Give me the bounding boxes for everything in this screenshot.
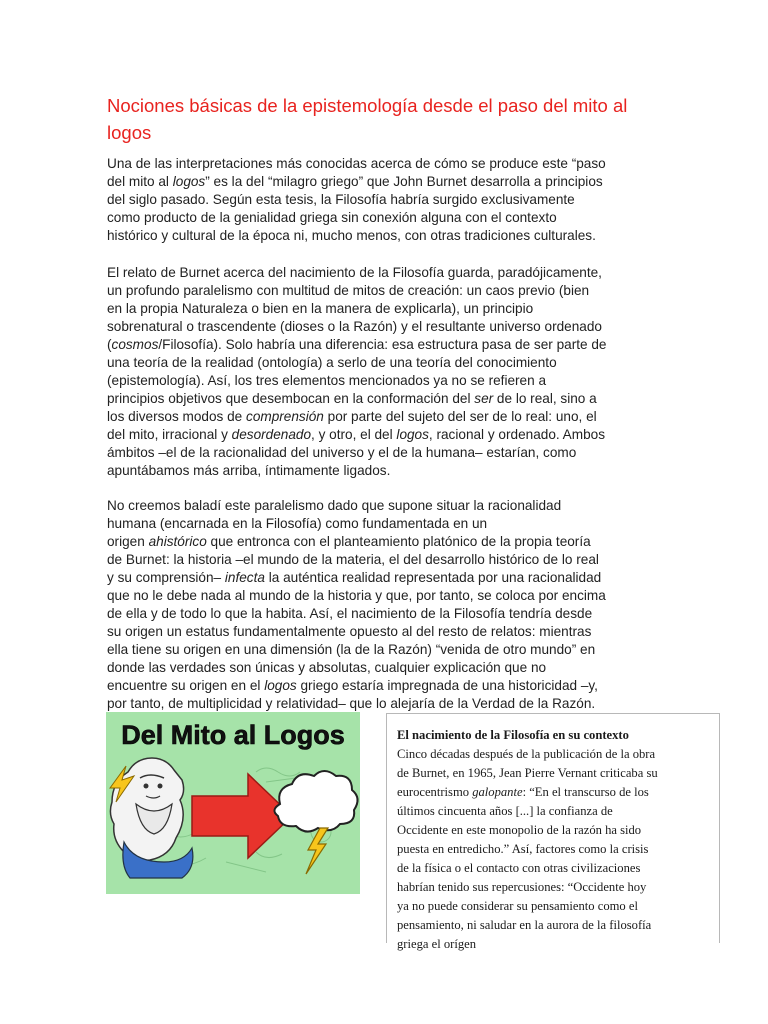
text-line: histórico y cultural de la época ni, mucho menos, con otras tradiciones culturales. bbox=[107, 228, 596, 243]
text-line: pensamiento, ni saludar en la aurora de la filosofía bbox=[397, 918, 652, 932]
paragraph-3 bbox=[107, 497, 667, 713]
text-line: (cosmos/Filosofía). Solo habría una diferencia: esa estructura pasa de ser parte de bbox=[107, 337, 607, 352]
text-line: los diversos modos de comprensión por parte del sujeto del ser de lo real: uno, el bbox=[107, 409, 597, 424]
mito-logos-illustration bbox=[106, 712, 360, 894]
text-line: ámbitos –el de la racionalidad del universo y el de la humana– estarían, como bbox=[107, 445, 577, 460]
text-line: un profundo paralelismo con multitud de mitos de creación: un caos previo (bien bbox=[107, 283, 590, 298]
illustration-heading: Del Mito al Logos bbox=[121, 720, 345, 750]
text-line: ella tiene su origen en una dimensión (la de la Razón) “venida de otro mundo” en bbox=[107, 642, 596, 657]
text-line: sobrenatural o trascendente (dioses o la Razón) y el resultante universo ordenado bbox=[107, 319, 602, 334]
text-line: origen ahistórico que entronca con el planteamiento platónico de la propia teoría bbox=[107, 534, 591, 549]
text-line: y su comprensión– infecta la auténtica realidad representada por una racionalidad bbox=[107, 570, 602, 585]
text-line: Cinco décadas después de la publicación de la obra bbox=[397, 747, 656, 761]
text-line: No creemos baladí este paralelismo dado que supone situar la racionalidad bbox=[107, 498, 562, 513]
text-line: de Burnet, en 1965, Jean Pierre Vernant criticaba su bbox=[397, 766, 658, 780]
text-line: de ella y de todo lo que la habita. Así, el nacimiento de la Filosofía tendría desde bbox=[107, 606, 593, 621]
italic-term: ahistórico bbox=[148, 534, 207, 549]
text-line: como producto de la genialidad griega sin conexión alguna con el contexto bbox=[107, 210, 557, 225]
paragraph-1 bbox=[107, 155, 667, 245]
italic-term: desordenado bbox=[231, 427, 312, 442]
italic-term: cosmos bbox=[111, 337, 159, 352]
context-sidebox bbox=[386, 713, 720, 951]
title-line: Nociones básicas de la epistemología desde el paso del mito al bbox=[107, 95, 628, 116]
italic-term: galopante bbox=[472, 785, 523, 799]
text-line: de Burnet: la historia –el mundo de la materia, el del desarrollo histórico de lo real bbox=[107, 552, 599, 567]
illustration-graphic bbox=[106, 712, 360, 894]
text-line: Una de las interpretaciones más conocidas acerca de cómo se produce este “paso bbox=[107, 156, 606, 171]
text-line: apuntábamos más arriba, íntimamente ligados. bbox=[107, 463, 391, 478]
text-line: que no le debe nada al mundo de la historia y que, por tanto, se coloca por encima bbox=[107, 588, 606, 603]
text-line: de la física o el contacto con otras civilizaciones bbox=[397, 861, 641, 875]
text-line: encuentre su origen en el logos griego estaría impregnada de una historicidad –y, bbox=[107, 678, 598, 693]
italic-term: logos bbox=[264, 678, 297, 693]
italic-term: ser bbox=[474, 391, 494, 406]
text-line: habrían tenido sus repercusiones: “Occidente hoy bbox=[397, 880, 647, 894]
text-line: Occidente en este monopolio de la razón ha sido bbox=[397, 823, 642, 837]
italic-term: logos bbox=[396, 427, 429, 442]
text-line: del mito, irracional y desordenado, y otro, el del logos, racional y ordenado. Ambos bbox=[107, 427, 605, 442]
sidebox-heading: El nacimiento de la Filosofía en su contexto bbox=[397, 728, 629, 742]
text-line: ya no puede considerar su pensamiento como el bbox=[397, 899, 638, 913]
text-line: (epistemología). Así, los tres elementos mencionados ya no se refieren a bbox=[107, 373, 547, 388]
text-line: humana (encarnada en la Filosofía) como fundamentada en un bbox=[107, 516, 488, 531]
text-line: del mito al logos” es la del “milagro griego” que John Burnet desarrolla a principios bbox=[107, 174, 603, 189]
text-line: una teoría de la realidad (ontología) a serlo de una teoría del conocimiento bbox=[107, 355, 557, 370]
text-line: donde las verdades son únicas y absolutas, cualquier explicación que no bbox=[107, 660, 547, 675]
italic-term: comprensión bbox=[246, 409, 324, 424]
text-line: eurocentrismo galopante: “En el transcurso de los bbox=[397, 785, 649, 799]
text-line: griega el orígen bbox=[397, 937, 477, 951]
italic-term: infecta bbox=[224, 570, 265, 585]
text-line: en la propia Naturaleza o bien en la manera de explicarla), un principio bbox=[107, 301, 534, 316]
italic-term: logos bbox=[172, 174, 206, 189]
text-line: principios objetivos que desembocan en la conformación del ser de lo real, sino a bbox=[107, 391, 597, 406]
text-line: del siglo pasado. Según esta tesis, la Filosofía habría surgido exclusivamente bbox=[107, 192, 575, 207]
sidebox-content bbox=[397, 726, 715, 954]
text-line: últimos cincuenta años [...] la confianza de bbox=[397, 804, 613, 818]
text-line: su origen un estatus fundamentalmente opuesto al del resto de relatos: mientras bbox=[107, 624, 592, 639]
text-line: por tanto, de multiplicidad y relatividad– que lo alejaría de la Verdad de la Razón. bbox=[107, 696, 596, 711]
text-line: puesta en entredicho.” Así, factores como la crisis bbox=[397, 842, 649, 856]
sidebox-body bbox=[397, 745, 715, 954]
text-line: El relato de Burnet acerca del nacimiento de la Filosofía guarda, paradójicamente, bbox=[107, 265, 602, 280]
page-title bbox=[107, 92, 667, 146]
paragraph-2 bbox=[107, 264, 667, 480]
title-line: logos bbox=[107, 122, 152, 143]
